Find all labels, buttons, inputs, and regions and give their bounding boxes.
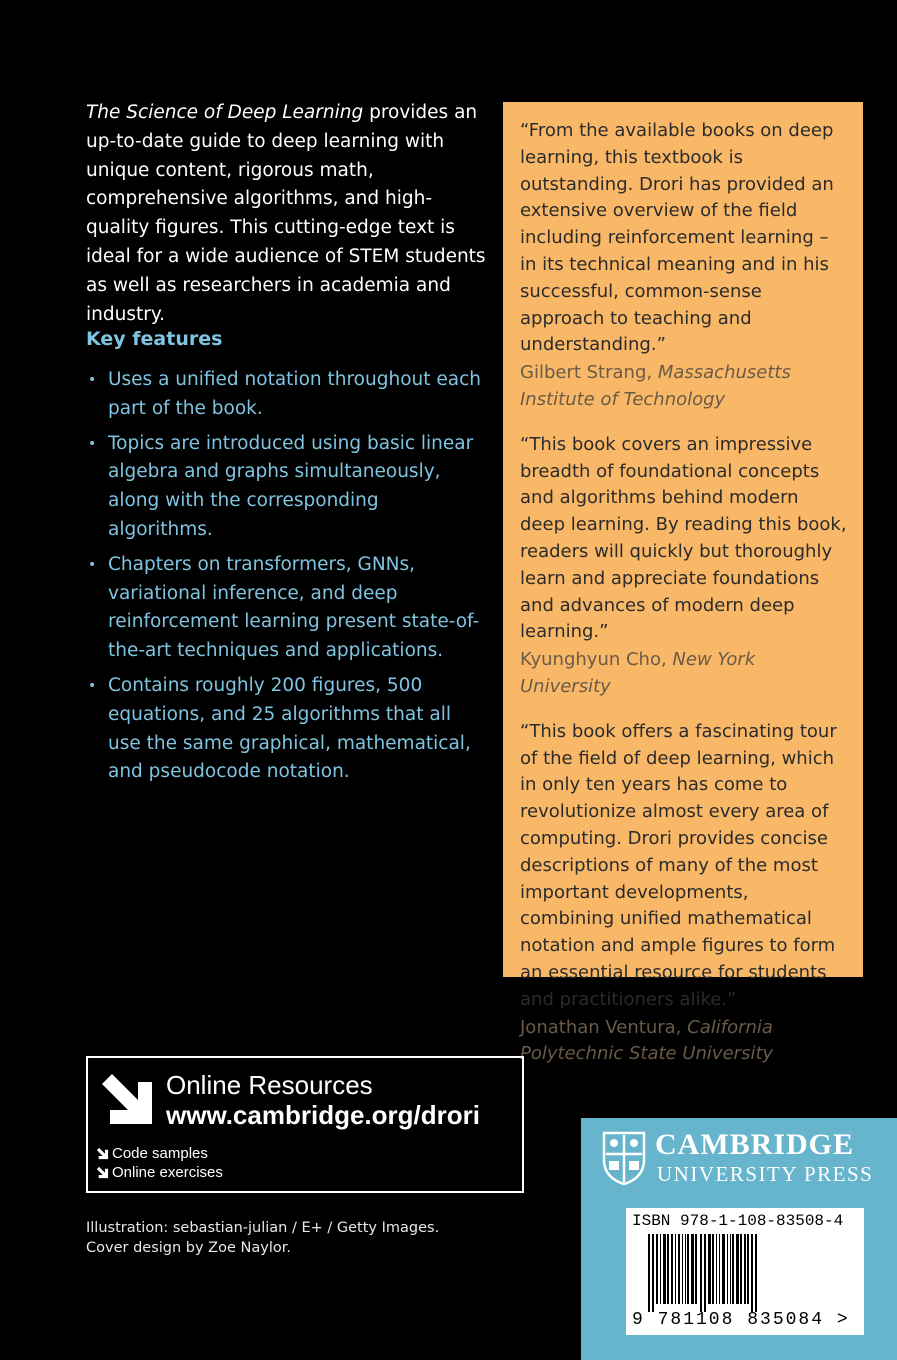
isbn-label: ISBN 978-1-108-83508-4 (632, 1212, 844, 1230)
barcode-bar (732, 1234, 734, 1304)
barcode-bar (667, 1234, 669, 1304)
barcode-bar (744, 1234, 746, 1304)
bullet: • (88, 435, 97, 452)
endorsement (520, 118, 847, 414)
endorsement (520, 719, 847, 1068)
barcode-bar (704, 1234, 706, 1312)
quote-text: “This book offers a fascinating tour of the field of deep learning, which in only ten years has come to revolutionize almost every area of computing. Drori provides concise descriptions of many of the most important developments, combining unified mathematical notation and ample figures to form an essential resource for students and practitioners alike.” (520, 720, 837, 1010)
endorsement (520, 432, 847, 701)
endorsements-panel (503, 102, 863, 1065)
barcode-bar (751, 1234, 753, 1312)
barcode-bar (708, 1234, 711, 1304)
barcode-bar (648, 1234, 650, 1312)
quote-attribution: Jonathan Ventura, California Polytechnic State University (520, 1016, 774, 1065)
quote-attribution: Kyunghyun Cho, New York University (520, 649, 756, 697)
cover-credits (86, 1218, 486, 1258)
barcode-bar (691, 1234, 694, 1304)
bullet: • (88, 372, 97, 388)
barcode-bar (727, 1234, 728, 1304)
bullet: • (88, 677, 97, 694)
barcode-bar (652, 1234, 654, 1312)
barcode-bar (700, 1234, 702, 1312)
arrow-down-right-icon (96, 1147, 109, 1160)
ean-digits: 9 781108 835084 > (632, 1310, 850, 1330)
design-credit: Cover design by Zoe Naylor. (86, 1240, 291, 1256)
barcode-bar (656, 1234, 658, 1304)
arrow-down-right-icon (96, 1166, 109, 1179)
barcode-bar (663, 1234, 666, 1304)
illustration-credit: Illustration: sebastian-julian / E+ / Getty Images. (86, 1220, 440, 1236)
book-title-italic: The Science of Deep Learning (86, 102, 364, 123)
barcode-bar (675, 1234, 676, 1304)
barcode-bar (687, 1234, 689, 1304)
barcode-bar (747, 1234, 749, 1304)
cambridge-shield-icon (601, 1130, 647, 1186)
publisher-panel (581, 1118, 897, 1360)
publisher-press: UNIVERSITY PRESS (657, 1162, 874, 1186)
list-item: • Contains roughly 200 figures, 500 equations, and 25 algorithms that all use the same graphical, mathematical, and pseudocode notation. (86, 672, 486, 787)
barcode-bar (730, 1234, 731, 1304)
barcode-bar (695, 1234, 697, 1304)
barcode-bar (719, 1234, 720, 1304)
barcode-bar (755, 1234, 757, 1312)
key-features-heading: Key features (86, 328, 223, 350)
quote-text: “From the available books on deep learning, this textbook is outstanding. Drori has provided an extensive overview of the field including reinforcement learning – in its technical meaning and in his successful, common-sense approach to teaching and understanding.” (520, 120, 834, 356)
barcode-bar (660, 1234, 661, 1304)
list-item[interactable]: Code samples (96, 1144, 223, 1163)
barcode-bar (716, 1234, 717, 1304)
key-features-list (86, 366, 486, 793)
book-description (86, 99, 486, 329)
barcode-bar (722, 1234, 725, 1304)
online-resources-title: Online Resources (166, 1070, 373, 1100)
list-item[interactable]: Online exercises (96, 1163, 223, 1182)
quote-text: “This book covers an impressive breadth of foundational concepts and algorithms behind modern deep learning. By reading this book, readers will quickly but thoroughly learn and appreciate foundations and advances of modern deep learning.” (520, 433, 847, 643)
barcode-bar (685, 1234, 686, 1304)
barcode-bar (682, 1234, 683, 1304)
barcode-bars (648, 1234, 853, 1312)
list-item: • Topics are introduced using basic linear algebra and graphs simultaneously, along with the corresponding algorithms. (86, 430, 486, 545)
barcode-bar (712, 1234, 714, 1304)
quote-attribution: Gilbert Strang, Massachusetts Institute of Technology (520, 362, 791, 410)
description-text: provides an up-to-date guide to deep learning with unique content, rigorous math, comprehensive algorithms, and high-quality figures. This cutting-edge text is ideal for a wide audience of STEM students as well as researchers in academia and industry. (86, 102, 486, 325)
barcode-bar (678, 1234, 680, 1304)
barcode-bar (671, 1234, 673, 1304)
list-item: • Chapters on transformers, GNNs, variational inference, and deep reinforcement learning present state-of-the-art techniques and applications. (86, 551, 486, 666)
online-resources-list (96, 1144, 223, 1182)
barcode (626, 1208, 864, 1335)
online-resources-url[interactable]: www.cambridge.org/drori (166, 1100, 480, 1130)
barcode-bar (740, 1234, 742, 1304)
publisher-name: CAMBRIDGE (655, 1128, 855, 1161)
online-resources-box (86, 1056, 524, 1193)
barcode-bar (736, 1234, 739, 1304)
arrow-down-right-icon (98, 1070, 156, 1128)
bullet: • (88, 556, 97, 573)
list-item: • Uses a unified notation throughout each part of the book. (86, 366, 486, 424)
